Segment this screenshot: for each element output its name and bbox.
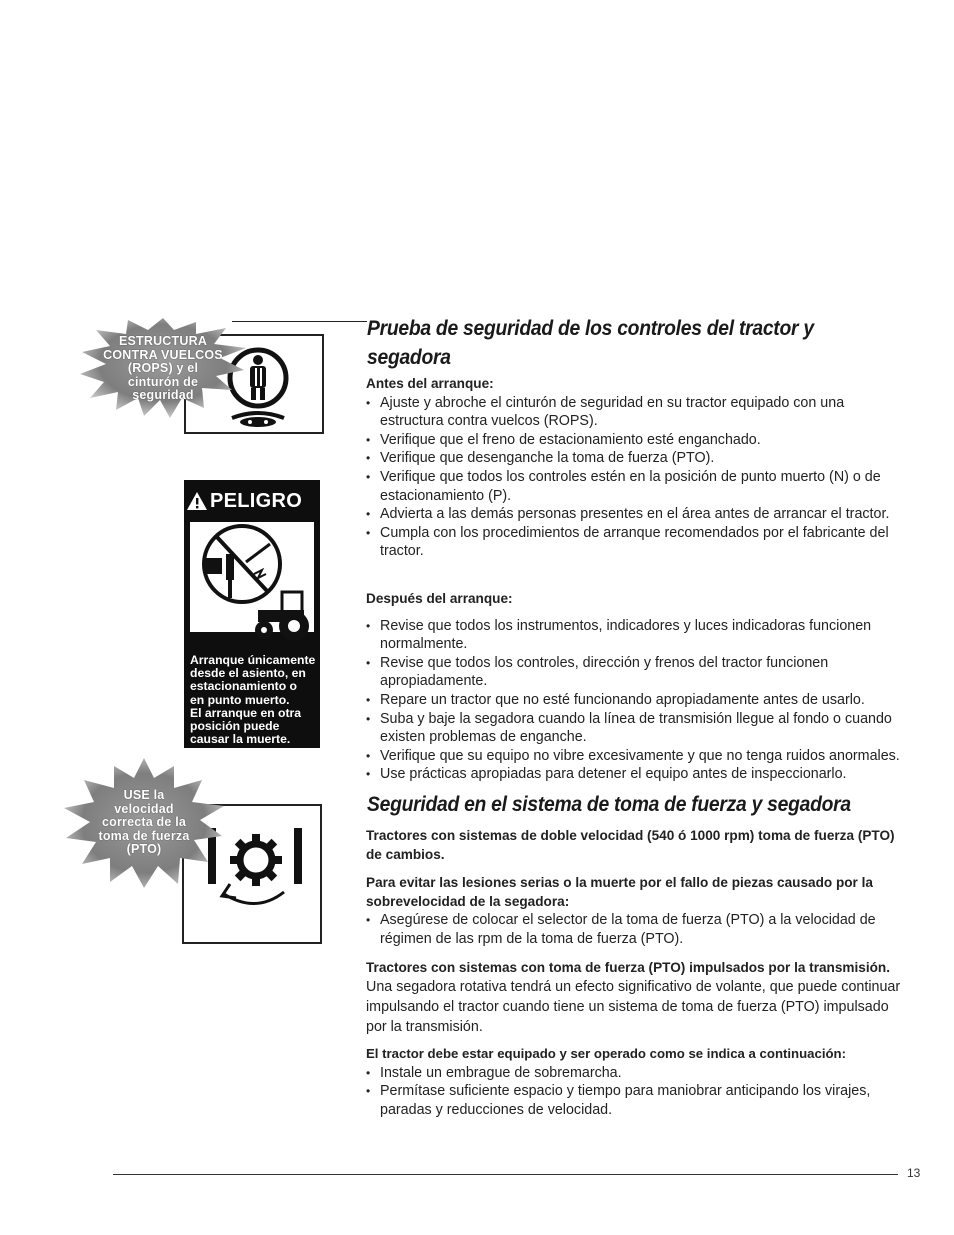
danger-title: PELIGRO	[210, 489, 303, 512]
section-title-controls-test: Prueba de seguridad de los controles del tractor y segadora	[367, 317, 814, 369]
rops-figure	[78, 318, 328, 438]
dual-speed-heading: Tractores con sistemas de doble velocidad (540 ó 1000 rpm) toma de fuerza (PTO) de cambios.	[366, 828, 895, 862]
tractor-icon	[248, 588, 314, 642]
list-item: • Suba y baje la segadora cuando la línea de transmisión llegue al fondo o cuando existen problemas de enganche.	[366, 710, 906, 747]
section-title-pto-safety: Seguridad en el sistema de toma de fuerza y segadora	[367, 793, 851, 816]
rops-star-badge	[78, 318, 248, 418]
danger-text-line: posición puede	[190, 719, 280, 734]
after-start-section	[366, 590, 906, 784]
list-item: • Repare un tractor que no esté funcionando apropiadamente antes de usarlo.	[366, 691, 906, 710]
rops-badge-line: seguridad	[132, 388, 194, 403]
overspeed-list	[366, 911, 906, 948]
heading-rule	[232, 321, 367, 322]
before-start-label: Antes del arranque:	[366, 376, 494, 391]
before-start-list	[366, 394, 906, 561]
pto-badge-line: velocidad	[114, 801, 174, 816]
pto-section-body	[366, 827, 906, 1120]
list-item: • Revise que todos los controles, dirección y frenos del tractor funcionen apropiadamente.	[366, 654, 906, 691]
equipment-list	[366, 1064, 906, 1120]
equipment-requirement: El tractor debe estar equipado y ser operado como se indica a continuación:	[366, 1046, 846, 1062]
pto-badge-text	[62, 758, 226, 888]
danger-text-line: en punto muerto.	[190, 692, 290, 707]
list-item: • Cumpla con los procedimientos de arranque recomendados por el fabricante del tractor.	[366, 524, 906, 561]
list-item: • Use prácticas apropiadas para detener el equipo antes de inspeccionarlo.	[366, 765, 906, 784]
danger-text-line: El arranque en otra	[190, 705, 302, 720]
rops-badge-line: cinturón de	[127, 374, 199, 389]
rops-badge-line: (ROPS) y el	[127, 361, 199, 376]
list-item: • Verifique que desenganche la toma de fuerza (PTO).	[366, 449, 906, 468]
rops-badge-text	[78, 318, 248, 418]
danger-header	[184, 480, 320, 522]
pto-badge-line: USE la	[123, 788, 165, 803]
danger-label	[184, 480, 320, 748]
danger-text-line: causar la muerte.	[190, 732, 291, 747]
list-item: • Instale un embrague de sobremarcha.	[366, 1064, 906, 1083]
list-item: • Ajuste y abroche el cinturón de seguridad en su tractor equipado con una estructura contra vuelcos (ROPS).	[366, 394, 906, 431]
pto-badge-line: (PTO)	[126, 842, 162, 857]
danger-text-line: desde el asiento, en	[190, 666, 306, 681]
list-item: • Revise que todos los instrumentos, indicadores y luces indicadoras funcionen normalmente.	[366, 617, 906, 654]
list-item: • Verifique que todos los controles estén en la posición de punto muerto (N) o de estacionamiento (P).	[366, 468, 906, 505]
after-start-list	[366, 617, 906, 784]
danger-text-line: Arranque únicamente	[190, 653, 316, 667]
rops-badge-line: CONTRA VUELCOS	[103, 347, 223, 362]
pto-badge-line: toma de fuerza	[98, 828, 190, 843]
list-item: • Verifique que su equipo no vibre excesivamente y que no tenga ruidos anormales.	[366, 747, 906, 766]
after-start-label: Después del arranque:	[366, 591, 513, 606]
footer-rule	[113, 1174, 898, 1175]
pto-badge-line: correcta de la	[101, 815, 187, 830]
rops-badge-line: ESTRUCTURA	[118, 334, 208, 349]
list-item: • Advierta a las demás personas presentes en el área antes de arrancar el tractor.	[366, 505, 906, 524]
transmission-pto-heading: Tractores con sistemas con toma de fuerza (PTO) impulsados por la transmisión.	[366, 959, 891, 975]
flywheel-paragraph: Una segadora rotativa tendrá un efecto significativo de volante, que puede continuar impulsando el tractor cuando tiene un sistema de toma de fuerza (PTO) impulsado por la transmisión.	[366, 979, 901, 1036]
danger-triangle-icon	[186, 491, 208, 511]
overspeed-warning: Para evitar las lesiones serias o la muerte por el fallo de piezas causado por la sobrevelocidad de la segadora:	[366, 875, 873, 909]
list-item: • Verifique que el freno de estacionamiento esté enganchado.	[366, 431, 906, 450]
danger-text-line: estacionamiento o	[190, 679, 298, 694]
pto-star-badge	[62, 758, 226, 888]
list-item: • Asegúrese de colocar el selector de la toma de fuerza (PTO) a la velocidad de régimen de las rpm de la toma de fuerza (PTO).	[366, 911, 906, 948]
page-number: 13	[907, 1166, 921, 1180]
list-item: • Permítase suficiente espacio y tiempo para maniobrar anticipando los virajes, paradas y reducciones de velocidad.	[366, 1082, 906, 1119]
before-start-section	[366, 375, 906, 561]
danger-text	[190, 654, 318, 746]
pto-figure	[62, 758, 324, 948]
